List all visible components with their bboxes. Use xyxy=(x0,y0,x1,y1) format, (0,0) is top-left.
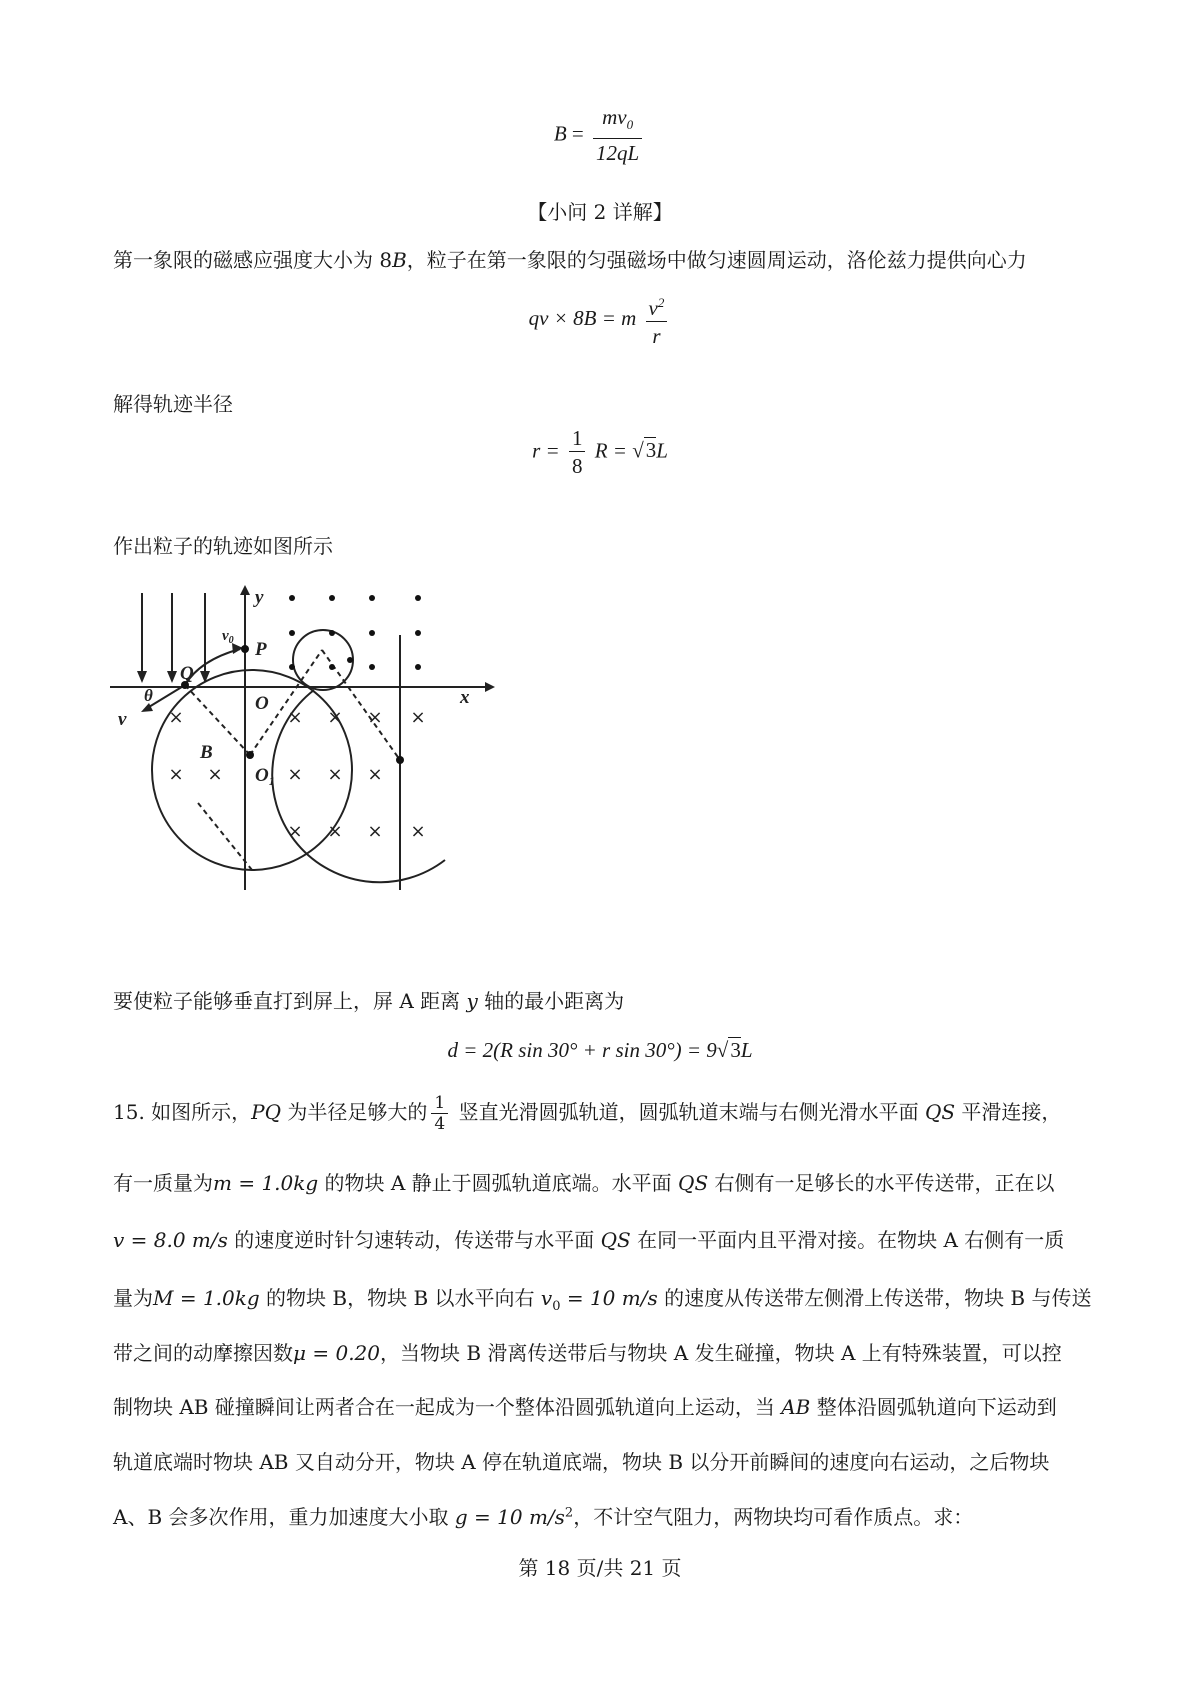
eq-r-fraction xyxy=(569,425,586,480)
q15-line-2: 有一质量为m = 1.0kg 的物块 A 静止于圆弧轨道底端。水平面 QS 右侧有一足够长的水平传送带，正在以 xyxy=(113,1171,1055,1195)
y-axis-arrow xyxy=(240,585,250,595)
para1-pre: 第一象限的磁感应强度大小为 8 xyxy=(113,248,393,272)
eq-r-rest: R = xyxy=(594,438,627,463)
label-Q: Q xyxy=(180,663,194,684)
svg-text:×: × xyxy=(327,821,343,842)
eq-d-tail: L xyxy=(740,1038,753,1062)
q15-mass-a: m = 1.0kg xyxy=(213,1171,319,1195)
svg-text:×: × xyxy=(287,764,303,785)
svg-text:×: × xyxy=(327,764,343,785)
label-O: O xyxy=(255,693,269,714)
eq-d-main: d = 2(R sin 30° + r sin 30°) = 9 xyxy=(447,1038,717,1062)
q15-l1-c: 竖直光滑圆弧轨道，圆弧轨道末端与右侧光滑水平面 xyxy=(452,1100,925,1124)
point-screen-hit xyxy=(396,756,404,764)
q15-l1-d: 平滑连接， xyxy=(955,1100,1062,1124)
q15-line-7: 轨道底端时物块 AB 又自动分开，物块 A 停在轨道底端，物块 B 以分开前瞬间的速度向右运动，之后物块 xyxy=(113,1450,1050,1474)
svg-text:×: × xyxy=(327,707,343,728)
svg-text:×: × xyxy=(367,707,383,728)
eq-d-sqrt: 3 xyxy=(730,1038,741,1062)
q15-line-8: A、B 会多次作用，重力加速度大小取 g = 10 $m/s^2$，不计空气阻力，两物块均可看作质点。求： xyxy=(113,1505,974,1529)
svg-text:×: × xyxy=(367,821,383,842)
paragraph-1 xyxy=(113,244,1093,273)
eq-b-num: mv xyxy=(602,105,627,129)
eq-b-lhs: B xyxy=(553,121,567,146)
point-P xyxy=(241,645,249,653)
label-x: x xyxy=(460,687,470,708)
label-P: P xyxy=(255,639,267,660)
field-crosses xyxy=(168,707,425,842)
q15-l1-pq: PQ xyxy=(251,1100,282,1124)
label-v: v xyxy=(118,709,127,730)
q15-line-4: 量为M = 1.0kg 的物块 B，物块 B 以水平向右 $v_0 = 10$ m/s 的速度从传送带左侧滑上传送带，物块 B 与传送 xyxy=(113,1286,1092,1314)
trajectory-diagram xyxy=(100,585,500,940)
label-theta: θ xyxy=(144,686,153,705)
q15-line-5: 带之间的动摩擦因数μ = 0.20，当物块 B 滑离传送带后与物块 A 发生碰撞，物块 A 上有特殊装置，可以控 xyxy=(113,1341,1062,1365)
eq-b-num-sub: 0 xyxy=(626,117,634,133)
eq-r-num: 1 xyxy=(569,425,586,452)
eq-force-den: r xyxy=(652,324,661,348)
equation-force xyxy=(0,290,1200,350)
svg-text:×: × xyxy=(168,707,184,728)
q15-line-3: v = 8.0 m/s 的速度逆时针匀速转动，传送带与水平面 QS 在同一平面内且平滑对接。在物块 A 右侧有一质 xyxy=(113,1228,1065,1252)
eq-r-sqrt: 3 xyxy=(645,438,657,463)
svg-text:×: × xyxy=(168,764,184,785)
para4-post: 轴的最小距离为 xyxy=(477,989,625,1013)
eq-force-lhs: qv × 8B = m xyxy=(528,305,637,330)
svg-text:×: × xyxy=(410,707,426,728)
equation-r: r = $\frac{1}{8}$ R = √3L xyxy=(532,426,668,478)
equation-B: B = $\frac{mv_0}{12qL}$ xyxy=(0,104,1200,167)
eq-force-fraction xyxy=(646,290,668,350)
eq-force-num-sup: 2 xyxy=(657,295,665,310)
subheading: 【小问 2 详解】 xyxy=(527,200,673,224)
eq-b-den: 12qL xyxy=(595,141,640,166)
eq-force-num: v xyxy=(648,296,658,320)
q15-friction-coefficient: μ = 0.20 xyxy=(293,1341,381,1365)
eq-b-fraction xyxy=(593,104,642,167)
q15-belt-speed: v = 8.0 m/s xyxy=(113,1228,228,1252)
svg-text:×: × xyxy=(207,764,223,785)
para4-pre: 要使粒子能够垂直打到屏上，屏 A 距离 xyxy=(113,989,467,1013)
x-axis-arrow xyxy=(485,682,495,692)
para4-var: y xyxy=(466,989,478,1013)
q15-l1-qs: QS xyxy=(924,1100,956,1124)
svg-text:×: × xyxy=(287,707,303,728)
paragraph-3: 作出粒子的轨迹如图所示 xyxy=(113,534,333,558)
q15-mass-b: M = 1.0kg xyxy=(153,1286,260,1310)
q15-line-1 xyxy=(113,1092,1093,1134)
para1-var: B xyxy=(392,248,407,272)
label-y: y xyxy=(255,587,264,608)
equation-d: d = 2(R sin 30° + r sin 30°) = 9√3L xyxy=(447,1038,753,1062)
eq-r-lhs: r = xyxy=(532,438,560,463)
radius-dash-1 xyxy=(185,685,250,755)
label-B: B xyxy=(200,742,213,763)
paragraph-4 xyxy=(113,985,1093,1014)
paragraph-2: 解得轨迹半径 xyxy=(113,392,233,416)
svg-text:×: × xyxy=(367,764,383,785)
svg-text:×: × xyxy=(410,821,426,842)
label-O1: $O_1$ xyxy=(255,765,275,788)
label-v0: $v_0$ xyxy=(222,628,234,646)
q15-quarter-fraction: $\frac{1}{4}$ xyxy=(431,1093,448,1134)
svg-text:×: × xyxy=(287,821,303,842)
eq-r-den: 8 xyxy=(571,454,583,478)
point-O1 xyxy=(246,751,254,759)
para1-post: ，粒子在第一象限的匀强磁场中做匀速圆周运动，洛伦兹力提供向心力 xyxy=(406,248,1027,272)
eq-r-tail: L xyxy=(656,438,668,463)
q15-line-6: 制物块 AB 碰撞瞬间让两者合在一起成为一个整体沿圆弧轨道向上运动，当 AB 整体沿圆弧轨道向下运动到 xyxy=(113,1395,1057,1419)
q15-gravity: g = 10 m/s xyxy=(454,1505,565,1529)
q15-l1-a: 15. 如图所示， xyxy=(113,1100,252,1124)
page-footer: 第 18 页/共 21 页 xyxy=(518,1556,682,1580)
q15-l1-b: 为半径足够大的 xyxy=(281,1100,428,1124)
